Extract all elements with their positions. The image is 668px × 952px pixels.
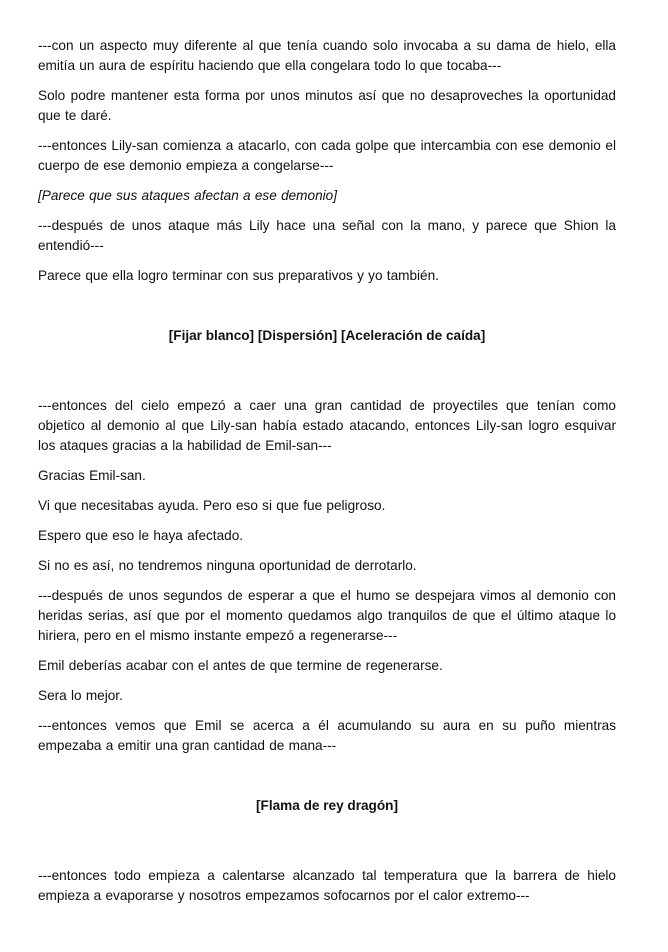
dialogue-paragraph: Si no es así, no tendremos ninguna oportunidad de derrotarlo.: [38, 558, 417, 573]
dialogue-paragraph: Parece que ella logro terminar con sus preparativos y yo también.: [38, 268, 439, 283]
narration-paragraph: ---después de unos ataque más Lily hace una señal con la mano, y parece que Shion la entendió---: [38, 218, 616, 253]
narration-paragraph: ---con un aspecto muy diferente al que tenía cuando solo invocaba a su dama de hielo, ella emitía un aura de espíritu haciendo que ella congelara todo lo que tocaba---: [38, 38, 616, 73]
skill-heading: [Fijar blanco] [Dispersión] [Aceleración de caída]: [168, 328, 486, 343]
dialogue-paragraph: Vi que necesitabas ayuda. Pero eso si que fue peligroso.: [38, 498, 386, 513]
skill-heading: [Flama de rey dragón]: [255, 798, 398, 813]
dialogue-paragraph: Espero que eso le haya afectado.: [38, 528, 244, 543]
dialogue-paragraph: Gracias Emil-san.: [38, 468, 146, 483]
thought-paragraph: [Parece que sus ataques afectan a ese demonio]: [38, 188, 337, 203]
narration-paragraph: ---después de unos segundos de esperar a que el humo se despejara vimos al demonio con heridas serias, así que por el momento quedamos algo tranquilos de que el último ataque lo hiriera, pero en el mismo instante empezó a regenerarse---: [38, 588, 616, 643]
dialogue-paragraph: Emil deberías acabar con el antes de que termine de regenerarse.: [38, 658, 443, 673]
dialogue-paragraph: Solo podre mantener esta forma por unos minutos así que no desaproveches la oportunidad que te daré.: [38, 88, 616, 123]
narration-paragraph: ---entonces vemos que Emil se acerca a él acumulando su aura en su puño mientras empezaba a emitir una gran cantidad de mana---: [38, 718, 616, 753]
narration-paragraph: ---entonces todo empieza a calentarse alcanzado tal temperatura que la barrera de hielo empieza a evaporarse y nosotros empezamos sofocarnos por el calor extremo---: [38, 868, 616, 903]
narration-paragraph: ---entonces del cielo empezó a caer una gran cantidad de proyectiles que tenían como objetico al demonio al que Lily-san había estado atacando, entonces Lily-san logro esquivar los ataques gracias a la habilidad de Emil-san---: [38, 398, 616, 453]
dialogue-paragraph: Sera lo mejor.: [38, 688, 123, 703]
narration-paragraph: ---entonces Lily-san comienza a atacarlo, con cada golpe que intercambia con ese demonio el cuerpo de ese demonio empieza a congelarse---: [38, 138, 616, 173]
